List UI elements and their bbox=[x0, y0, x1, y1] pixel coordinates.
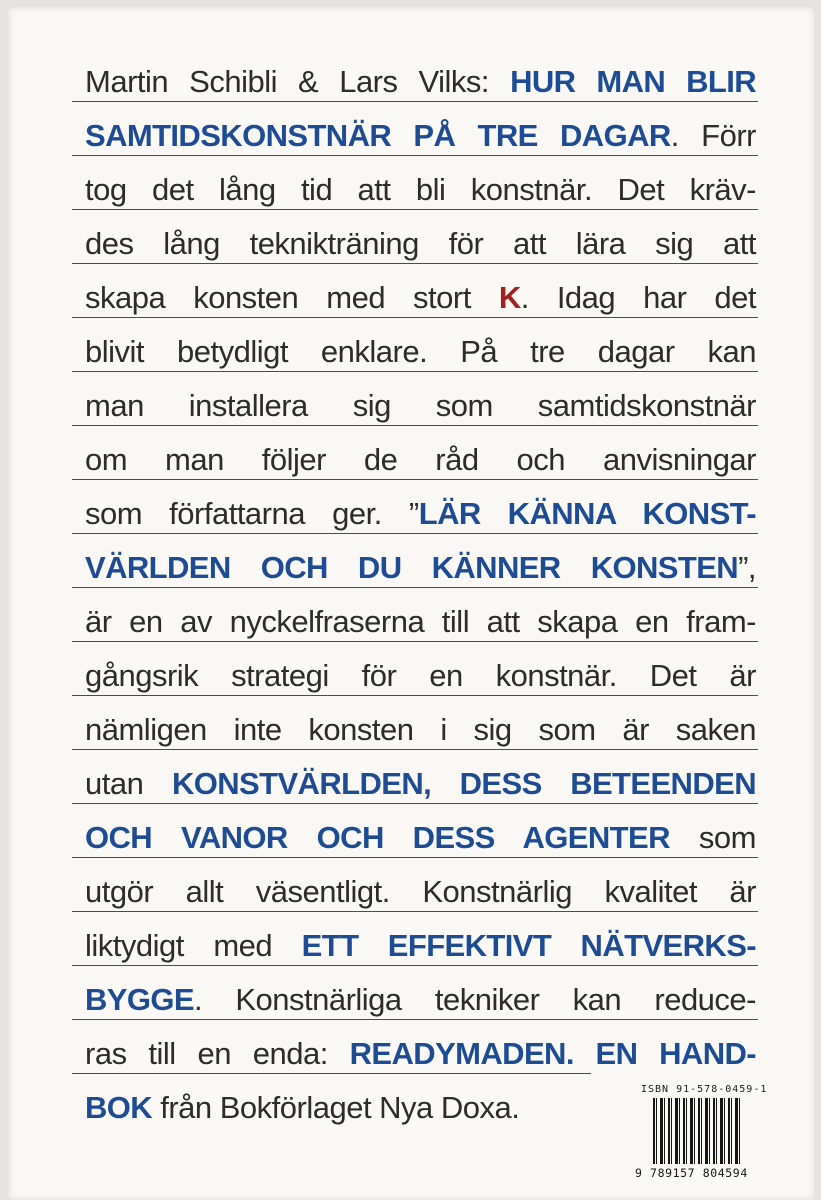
isbn-barcode bbox=[635, 1084, 768, 1182]
text-segment: blivit betydligt enklare. På tre dagar kan bbox=[85, 334, 756, 369]
text-line-14 bbox=[72, 750, 758, 804]
text-line-15 bbox=[72, 804, 758, 858]
text-segment: om man följer de råd och anvisningar bbox=[85, 442, 756, 477]
text-segment: BYGGE bbox=[85, 982, 194, 1017]
text-segment: utgör allt väsentligt. Konstnärlig kvalitet är bbox=[85, 874, 756, 909]
text-segment: man installera sig som samtidskonstnär bbox=[85, 388, 756, 423]
text-line-12 bbox=[72, 642, 758, 696]
text-line-17 bbox=[72, 912, 758, 966]
text-line-13 bbox=[72, 696, 758, 750]
text-segment: READYMADEN. EN HAND- bbox=[349, 1036, 756, 1071]
text-segment: BOK bbox=[85, 1090, 153, 1125]
text-segment: från Bokförlaget Nya Doxa. bbox=[152, 1090, 520, 1125]
text-line-18 bbox=[72, 966, 758, 1020]
text-segment: tog det lång tid att bli konstnär. Det kräv- bbox=[85, 172, 756, 207]
text-line-1 bbox=[72, 48, 758, 102]
text-segment: K bbox=[498, 280, 521, 315]
text-line-3 bbox=[72, 156, 758, 210]
isbn-digits: 9 789157 804594 bbox=[635, 1166, 748, 1180]
text-segment: ras till en enda: bbox=[85, 1036, 350, 1071]
text-segment: gångsrik strategi för en konstnär. Det är bbox=[85, 658, 756, 693]
text-segment: ”, bbox=[738, 550, 756, 585]
text-line-2 bbox=[72, 102, 758, 156]
text-segment: HUR MAN BLIR bbox=[510, 64, 756, 99]
text-segment: . Förr bbox=[670, 118, 756, 153]
text-line-16 bbox=[72, 858, 758, 912]
text-segment: liktydigt med bbox=[85, 928, 302, 963]
text-line-6 bbox=[72, 318, 758, 372]
text-segment: utan bbox=[85, 766, 172, 801]
barcode-bars-image bbox=[653, 1098, 743, 1164]
text-line-19 bbox=[72, 1020, 758, 1074]
text-block bbox=[72, 48, 768, 1128]
text-segment: nämligen inte konsten i sig som är saken bbox=[85, 712, 756, 747]
text-segment: des lång teknikträning för att lära sig att bbox=[85, 226, 756, 261]
text-line-9 bbox=[72, 480, 758, 534]
text-segment: SAMTIDSKONSTNÄR PÅ TRE DAGAR bbox=[85, 118, 671, 153]
page bbox=[8, 7, 815, 1200]
text-line-7 bbox=[72, 372, 758, 426]
text-segment: . Konstnärliga tekniker kan reduce- bbox=[193, 982, 756, 1017]
text-segment: skapa konsten med stort bbox=[85, 280, 499, 315]
text-segment: . Idag har det bbox=[520, 280, 757, 315]
text-line-11 bbox=[72, 588, 758, 642]
text-segment: VÄRLDEN OCH DU KÄNNER KONSTEN bbox=[85, 550, 739, 585]
text-segment: LÄR KÄNNA KONST- bbox=[418, 496, 756, 531]
text-line-10 bbox=[72, 534, 758, 588]
isbn-label: ISBN 91-578-0459-1 bbox=[641, 1084, 768, 1095]
text-segment: som författarna ger. ” bbox=[85, 496, 419, 531]
text-segment: ETT EFFEKTIVT NÄTVERKS- bbox=[301, 928, 756, 963]
text-line-4 bbox=[72, 210, 758, 264]
text-segment: KONSTVÄRLDEN, DESS BETEENDEN bbox=[171, 766, 756, 801]
text-segment: OCH VANOR OCH DESS AGENTER bbox=[85, 820, 670, 855]
text-segment: som bbox=[669, 820, 756, 855]
text-segment: Martin Schibli & Lars Vilks: bbox=[85, 64, 511, 99]
text-line-5 bbox=[72, 264, 758, 318]
text-line-8 bbox=[72, 426, 758, 480]
text-segment: är en av nyckelfraserna till att skapa en fram- bbox=[85, 604, 756, 639]
